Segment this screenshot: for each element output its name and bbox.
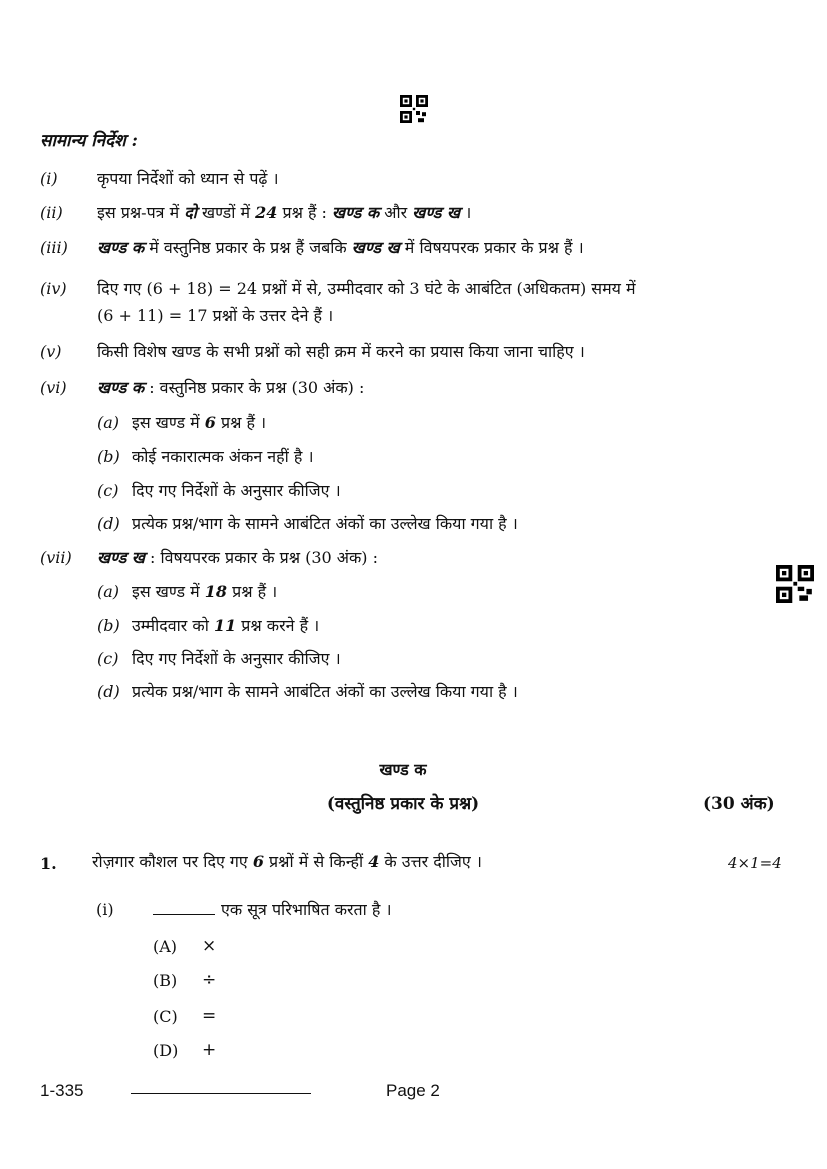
text-run: कोई नकारात्मक अंकन नहीं है । <box>132 447 314 466</box>
instruction-number: (iv) <box>40 279 67 298</box>
option-value: × <box>202 936 217 956</box>
text-run: प्रश्नों में से किन्हीं <box>263 852 369 871</box>
answer-blank <box>153 914 215 915</box>
text-run: । <box>460 203 472 222</box>
text-run: किसी विशेष खण्ड के सभी प्रश्नों को सही क्रम में करने का प्रयास किया जाना चाहिए । <box>97 342 585 361</box>
question-number: 1. <box>40 854 57 873</box>
option-label: (C) <box>153 1007 178 1026</box>
bold-text-run: खण्ड ख <box>97 548 145 567</box>
instruction-text-line2: (6 + 11) = 17 प्रश्नों के उत्तर देने हैं । <box>97 306 334 325</box>
bold-text-run: 18 <box>204 582 228 601</box>
text-run: उम्मीदवार को <box>132 616 214 635</box>
subquestion-text-body: एक सूत्र परिभाषित करता है । <box>221 900 392 919</box>
text-run: प्रश्न हैं । <box>215 413 267 432</box>
subquestion-number: (i) <box>96 900 114 919</box>
instruction-number: (iii) <box>40 238 68 257</box>
footer-divider <box>131 1093 311 1094</box>
bold-text-run: खण्ड क <box>332 203 380 222</box>
question-marks: 4×1=4 <box>728 854 782 872</box>
text-run: रोज़गार कौशल पर दिए गए <box>92 852 253 871</box>
text-run: : वस्तुनिष्ठ प्रकार के प्रश्न (30 अंक) : <box>144 378 365 397</box>
sub-instruction-number: (d) <box>97 682 120 701</box>
text-run: दिए गए निर्देशों के अनुसार कीजिए । <box>132 649 341 668</box>
text-run: में वस्तुनिष्ठ प्रकार के प्रश्न हैं जबकि <box>144 238 352 257</box>
text-run: इस खण्ड में <box>132 413 205 432</box>
sub-instruction-text <box>132 681 518 703</box>
sub-instruction-text <box>132 513 518 535</box>
text-run: कृपया निर्देशों को ध्यान से पढ़ें । <box>97 169 279 188</box>
bold-text-run: दो <box>184 203 197 222</box>
bold-text-run: 11 <box>213 616 237 635</box>
sub-instruction-number: (c) <box>97 481 119 500</box>
text-run: दिए गए निर्देशों के अनुसार कीजिए । <box>132 481 341 500</box>
instruction-number: (vii) <box>40 548 72 567</box>
text-run: और <box>379 203 413 222</box>
sub-instruction-text <box>132 615 319 637</box>
option-value: ÷ <box>202 970 217 990</box>
instruction-text <box>97 547 378 569</box>
bold-text-run: 6 <box>204 413 216 432</box>
instruction-text <box>97 168 279 190</box>
bold-text-run: 24 <box>255 203 278 222</box>
option-label: (D) <box>153 1041 179 1060</box>
bold-text-run: 6 <box>252 852 264 871</box>
text-run: प्रश्न हैं : <box>277 203 333 222</box>
sub-instruction-number: (d) <box>97 514 120 533</box>
paper-code: 1-335 <box>40 1081 84 1100</box>
sub-instruction-text <box>132 480 341 502</box>
sub-instruction-text <box>132 581 277 603</box>
section-title: खण्ड क <box>379 760 427 779</box>
bold-text-run: खण्ड क <box>97 238 145 257</box>
text-run: के उत्तर दीजिए । <box>379 852 482 871</box>
text-run: प्रत्येक प्रश्न/भाग के सामने आबंटित अंकों का उल्लेख किया गया है । <box>132 514 518 533</box>
text-run: : विषयपरक प्रकार के प्रश्न (30 अंक) : <box>144 548 379 567</box>
sub-instruction-number: (c) <box>97 649 119 668</box>
section-subtitle: (वस्तुनिष्ठ प्रकार के प्रश्न) <box>326 794 480 814</box>
instruction-number: (vi) <box>40 378 67 397</box>
sub-instruction-text <box>132 412 266 434</box>
qr-code-icon <box>400 95 428 123</box>
sub-instruction-number: (a) <box>97 413 120 432</box>
instruction-text <box>97 341 585 363</box>
text-run: प्रत्येक प्रश्न/भाग के सामने आबंटित अंकों का उल्लेख किया गया है । <box>132 682 518 701</box>
sub-instruction-number: (b) <box>97 447 120 466</box>
option-value: = <box>202 1006 217 1026</box>
bold-text-run: 4 <box>368 852 380 871</box>
instruction-text <box>97 202 471 224</box>
text-run: में विषयपरक प्रकार के प्रश्न हैं । <box>399 238 584 257</box>
text-run: इस खण्ड में <box>132 582 205 601</box>
bold-text-run: खण्ड ख <box>351 238 400 257</box>
text-run: दिए गए (6 + 18) = 24 प्रश्नों में से, उम्मीदवार को 3 घंटे के आबंटित (अधिकतम) समय में <box>97 279 636 298</box>
instructions-heading: सामान्य निर्देश : <box>40 131 138 151</box>
section-marks: (30 अंक) <box>703 794 775 814</box>
bold-text-run: खण्ड क <box>97 378 145 397</box>
text-run: प्रश्न हैं । <box>227 582 278 601</box>
instruction-text <box>97 377 364 399</box>
option-value: + <box>202 1040 217 1060</box>
instruction-text <box>97 278 636 300</box>
qr-code-icon <box>776 565 814 603</box>
instruction-number: (ii) <box>40 203 63 222</box>
sub-instruction-text <box>132 446 314 468</box>
bold-text-run: खण्ड ख <box>412 203 461 222</box>
option-label: (B) <box>153 971 178 990</box>
text-run: खण्डों में <box>196 203 256 222</box>
sub-instruction-number: (a) <box>97 582 120 601</box>
question-text <box>92 851 482 873</box>
page-number: Page 2 <box>386 1081 440 1100</box>
subquestion-text <box>153 899 392 921</box>
instruction-text <box>97 237 584 259</box>
instruction-number: (i) <box>40 169 58 188</box>
option-label: (A) <box>153 937 178 956</box>
instruction-number: (v) <box>40 342 62 361</box>
text-run: इस प्रश्न-पत्र में <box>97 203 185 222</box>
sub-instruction-number: (b) <box>97 616 120 635</box>
text-run: प्रश्न करने हैं । <box>236 616 320 635</box>
sub-instruction-text <box>132 648 341 670</box>
